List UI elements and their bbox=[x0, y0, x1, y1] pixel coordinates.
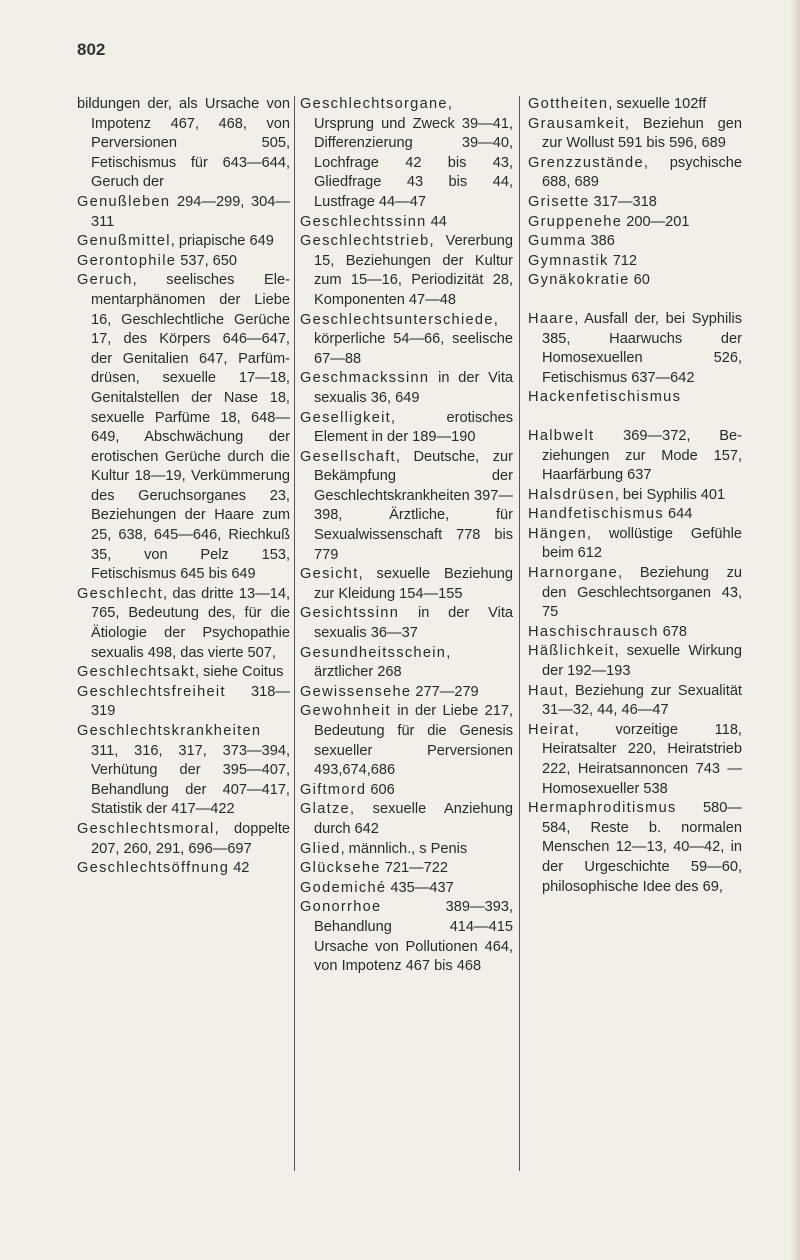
index-term: Geschlechtsfreiheit bbox=[77, 683, 226, 700]
index-term: Geschlechtsunterschiede bbox=[300, 311, 494, 328]
index-term: Geschlecht bbox=[77, 585, 164, 602]
index-term: Geselligkeit bbox=[300, 409, 392, 426]
index-references: , das dritte 13—14, 765, Bedeutung des, für die Ätiologie der Psychopathie sexualis 498, das vierte 507, bbox=[91, 585, 290, 661]
index-references: 44 bbox=[426, 213, 447, 230]
index-references: , Ursprung und Zweck 39—41, Differenzierung 39—40, Lochfrage 42 bis 43, Gliedfrage 43 bis 44, Lustfrage 44—47 bbox=[314, 96, 513, 210]
index-term: Gesellschaft bbox=[300, 448, 396, 465]
index-term: Hackenfetischismus bbox=[528, 389, 682, 406]
index-column-3 bbox=[528, 95, 742, 897]
index-term: Grisette bbox=[528, 193, 590, 210]
index-references: , Beziehung zu den Geschlechtsorganen 43, 75 bbox=[542, 565, 742, 621]
index-references: , psychische 688, 689 bbox=[542, 154, 742, 191]
index-references: , männlich., s Penis bbox=[340, 840, 468, 857]
index-entry bbox=[528, 721, 742, 799]
index-entry bbox=[300, 232, 513, 310]
index-entry bbox=[300, 311, 513, 370]
index-entry bbox=[528, 232, 742, 252]
index-entry bbox=[77, 232, 290, 252]
index-term: Geruch bbox=[77, 272, 133, 289]
index-entry bbox=[300, 702, 513, 780]
index-term: Haut bbox=[528, 682, 565, 699]
index-entry bbox=[300, 879, 513, 899]
index-references: , Beziehung zur Sexualität 31—32, 44, 46—47 bbox=[542, 682, 742, 719]
index-references: , sexuelle 102ff bbox=[608, 96, 707, 112]
index-term: Haare bbox=[528, 310, 575, 327]
index-entry bbox=[300, 898, 513, 976]
index-references: 386 bbox=[586, 233, 615, 250]
index-term: Gynäkokratie bbox=[528, 272, 630, 289]
index-term: Gymnastik bbox=[528, 252, 609, 269]
index-term: Gumma bbox=[528, 233, 587, 250]
index-term: Gerontophile bbox=[77, 252, 177, 269]
index-references: 644 bbox=[663, 506, 693, 523]
index-entry bbox=[528, 271, 742, 291]
index-entry bbox=[528, 213, 742, 233]
section-gap bbox=[528, 291, 742, 310]
index-entry bbox=[300, 409, 513, 448]
column-divider bbox=[294, 96, 295, 1171]
index-entry bbox=[77, 271, 290, 585]
index-entry bbox=[528, 95, 742, 115]
index-references: 435—437 bbox=[386, 879, 454, 896]
index-entry bbox=[528, 115, 742, 154]
index-entry bbox=[528, 799, 742, 897]
index-references: , wollüstige Gefühle beim 612 bbox=[542, 525, 742, 562]
index-term: Gesundheitsschein bbox=[300, 644, 447, 661]
page-number: 802 bbox=[77, 40, 106, 59]
index-term: Geschlechtsmoral bbox=[77, 820, 215, 837]
index-references: , sexuelle Anziehung durch 642 bbox=[314, 801, 513, 837]
index-entry bbox=[300, 683, 513, 703]
index-entry bbox=[528, 252, 742, 272]
index-term: Halsdrüsen bbox=[528, 486, 615, 503]
index-references: 580—584, Reste b. normalen Menschen 12—13, 40—42, in der Urgeschichte 59—60, philosophische Idee des 69, bbox=[542, 800, 742, 895]
index-references: , Vererbung 15, Beziehungen der Kultur zum 15—16, Periodizität 28, Komponenten 47—48 bbox=[314, 233, 513, 308]
index-entry bbox=[528, 564, 742, 623]
index-entry bbox=[528, 310, 742, 388]
index-references: 277—279 bbox=[411, 683, 479, 700]
index-references: , Ausfall der, bei Syphilis 385, Haarwuchs der Homosexuellen 526, Fetischismus 637—642 bbox=[542, 310, 742, 386]
index-entry bbox=[528, 427, 742, 486]
index-entry bbox=[528, 505, 742, 525]
index-references: in der Liebe 217, Bedeutung für die Genesis sexueller Perversionen 493,674,686 bbox=[314, 703, 513, 779]
index-references: 712 bbox=[608, 252, 638, 269]
index-term: Heirat bbox=[528, 721, 575, 738]
index-entry bbox=[528, 154, 742, 193]
page-edge-shadow bbox=[790, 0, 800, 1260]
index-entry bbox=[77, 722, 290, 820]
index-column-2 bbox=[300, 95, 513, 977]
index-entry bbox=[528, 682, 742, 721]
index-term: Geschlechtsöffnung bbox=[77, 860, 230, 877]
index-term: Haschischrausch bbox=[528, 623, 659, 640]
index-references: 311, 316, 317, 373—394, Verhütung der 395—407, Behandlung der 407—417, Statistik der 417—422 bbox=[91, 742, 290, 818]
index-references: 606 bbox=[366, 781, 395, 798]
index-references: 389—393, Behandlung 414—415 Ursache von Pollutionen 464, von Impotenz 467 bis 468 bbox=[314, 899, 513, 975]
index-entry bbox=[77, 820, 290, 859]
index-term: Gonorrhoe bbox=[300, 899, 382, 916]
index-term: Gewissensehe bbox=[300, 683, 412, 700]
index-term: Geschlechtsorgane bbox=[300, 96, 448, 112]
index-entry bbox=[77, 585, 290, 663]
index-references: 678 bbox=[658, 623, 688, 640]
index-entry bbox=[300, 840, 513, 860]
index-references: , vorzeitige 118, Heiratsalter 220, Heiratstrieb 222, Heiratsannoncen 743 — Homosexueller 538 bbox=[542, 721, 742, 797]
index-entry bbox=[300, 859, 513, 879]
index-term: Genußleben bbox=[77, 193, 171, 210]
index-references: 60 bbox=[629, 272, 650, 289]
index-entry bbox=[77, 663, 290, 683]
index-references: 721—722 bbox=[380, 860, 449, 877]
index-term: Glücksehe bbox=[300, 860, 381, 877]
index-term: Geschmackssinn bbox=[300, 370, 430, 387]
index-entry bbox=[77, 95, 290, 193]
index-references: , seelisches Elementarphänomen der Liebe 16, Geschlechtliche Gerüche 17, des Körpers 646—647, der Genitalien 647, Parfümdrüsen, sexuelle 17—18, Genitalstellen der Nase 18, sexuelle Parfüme 18, 648—649, Abschwächung der erotischen Gerüche durch die Kultur 18—19, Verkümmerung des Geruchsorganes 23, Beziehungen der Haare zum 25, 638, 645—646, Riechkuß 35, von Pelz 153, Fetischismus 645 bis 649 bbox=[91, 272, 290, 583]
index-column-1 bbox=[77, 95, 290, 879]
index-term: Glatze bbox=[300, 801, 350, 818]
index-entry bbox=[77, 683, 290, 722]
index-term: Grenzzustände bbox=[528, 154, 644, 171]
column-divider bbox=[519, 96, 520, 1171]
index-references: 42 bbox=[229, 860, 250, 877]
index-entry bbox=[300, 800, 513, 839]
index-term: Geschlechtskrankheiten bbox=[77, 723, 262, 739]
index-references: , doppelte 207, 260, 291, 696—697 bbox=[91, 820, 290, 857]
index-entry bbox=[77, 252, 290, 272]
index-term: Geschlechtssinn bbox=[300, 213, 427, 230]
index-entry bbox=[528, 486, 742, 506]
index-references: , Beziehun gen zur Wollust 591 bis 596, 689 bbox=[542, 115, 742, 152]
index-references: 537, 650 bbox=[176, 252, 238, 269]
section-gap bbox=[528, 408, 742, 427]
index-references: 294—299, 304—311 bbox=[91, 193, 290, 230]
index-term: Gesicht bbox=[300, 566, 359, 583]
index-entry bbox=[77, 859, 290, 879]
index-term: Gewohnheit bbox=[300, 703, 391, 720]
index-references: 369—372, Beziehungen zur Mode 157, Haarfärbung 637 bbox=[542, 427, 742, 484]
index-entry bbox=[300, 95, 513, 213]
index-references: , sexuelle Wirkung der 192—193 bbox=[542, 643, 742, 680]
index-term: Handfetischismus bbox=[528, 506, 664, 523]
index-entry bbox=[528, 525, 742, 564]
index-entry bbox=[300, 213, 513, 233]
index-term: Hermaphroditismus bbox=[528, 800, 677, 817]
index-references: , priapische 649 bbox=[170, 233, 274, 250]
index-entry bbox=[528, 388, 742, 408]
index-entry bbox=[300, 565, 513, 604]
index-entry bbox=[77, 193, 290, 232]
index-references: , körperliche 54—66, seelische 67—88 bbox=[314, 311, 513, 367]
index-references: bildungen der, als Ursache von Impotenz 467, 468, von Perversionen 505, Fetischismus für 643—644, Geruch der bbox=[77, 96, 290, 191]
index-references: , bei Syphilis 401 bbox=[614, 486, 726, 503]
index-entry bbox=[528, 193, 742, 213]
index-term: Glied bbox=[300, 840, 341, 857]
index-term: Harnorgane bbox=[528, 565, 619, 582]
index-references: in der Vita sexualis 36—37 bbox=[314, 605, 513, 642]
index-references: , erotisches Element in der 189—190 bbox=[314, 409, 513, 446]
index-entry bbox=[528, 642, 742, 681]
index-term: Godemiché bbox=[300, 879, 387, 896]
index-references: 200—201 bbox=[622, 213, 690, 230]
index-term: Geschlechtsakt bbox=[77, 664, 195, 681]
index-term: Halbwelt bbox=[528, 427, 595, 444]
index-references: , ärztlicher 268 bbox=[314, 644, 451, 681]
index-references: 318—319 bbox=[91, 683, 290, 720]
index-term: Giftmord bbox=[300, 781, 367, 798]
index-entry bbox=[300, 604, 513, 643]
index-term: Grausamkeit bbox=[528, 115, 626, 132]
index-references: , sexuelle Beziehung zur Kleidung 154—155 bbox=[314, 566, 513, 602]
index-references: , Deutsche, zur Bekämpfung der Geschlechtskrankheiten 397—398, Ärztliche, für Sexualwissenschaft 778 bis 779 bbox=[314, 448, 513, 563]
index-term: Häßlichkeit bbox=[528, 643, 615, 660]
index-term: Hängen bbox=[528, 525, 587, 542]
index-term: Genußmittel bbox=[77, 233, 171, 250]
index-entry bbox=[300, 781, 513, 801]
index-term: Gesichtssinn bbox=[300, 605, 400, 622]
index-term: Gruppenehe bbox=[528, 213, 623, 230]
index-references: in der Vita sexualis 36, 649 bbox=[314, 370, 513, 406]
index-term: Gottheiten bbox=[528, 96, 609, 112]
index-references: , siehe Coitus bbox=[194, 664, 284, 681]
index-entry bbox=[528, 623, 742, 643]
index-term: Geschlechtstrieb bbox=[300, 233, 430, 250]
index-entry bbox=[300, 448, 513, 566]
index-entry bbox=[300, 644, 513, 683]
index-references: 317—318 bbox=[589, 193, 657, 210]
index-entry bbox=[300, 369, 513, 408]
